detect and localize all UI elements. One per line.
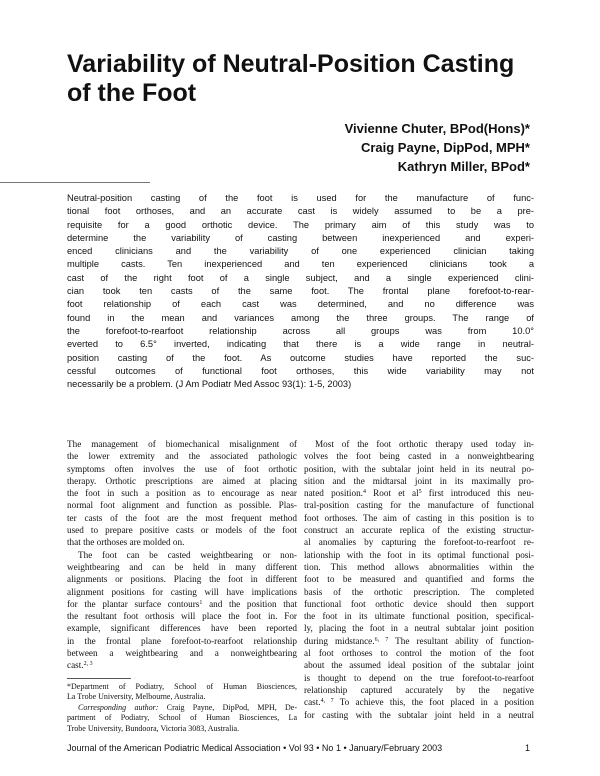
abstract-line: requisite for a good orthotic device. The primary aim of this study was to bbox=[67, 219, 534, 230]
author: Craig Payne, DipPod, MPH* bbox=[360, 140, 530, 155]
footnote-text: Craig Payne, DipPod, MPH, De- bbox=[158, 702, 298, 712]
body-column-right bbox=[304, 438, 534, 721]
footnote-line bbox=[67, 703, 297, 714]
body-line: about the assumed ideal position of the subtalar joint bbox=[304, 660, 534, 671]
body-text: To achieve this, the foot placed in a position bbox=[333, 697, 535, 708]
body-line: sition and the midtarsal joint in its maximally pro- bbox=[304, 475, 534, 486]
body-line: the foot in its ultimate functional position, specifical- bbox=[304, 611, 534, 622]
body-line: therapy. Orthotic prescriptions are aimed at placing bbox=[67, 475, 297, 486]
body-line: tion. This method allows abnormalities within the bbox=[304, 561, 534, 572]
body-line bbox=[67, 659, 297, 671]
body-text: for the plantar surface contours bbox=[67, 598, 200, 609]
author: Vivienne Chuter, BPod(Hons)* bbox=[344, 121, 530, 136]
body-line: that the orthoses are molded on. bbox=[67, 537, 185, 548]
abstract-line: enced clinicians and the variability of one experienced clinician taking bbox=[67, 246, 534, 257]
body-line: alignment positions for casting will have implications bbox=[67, 586, 297, 597]
citation: 5 bbox=[418, 489, 422, 496]
title-line: Variability of Neutral-Position Casting bbox=[67, 50, 515, 78]
footnote bbox=[67, 682, 297, 735]
footnote-line: *Department of Podiatry, School of Human Biosciences, bbox=[67, 681, 297, 691]
body-line: volves the foot being casted in a nonweightbearing bbox=[304, 451, 534, 462]
body-line: The management of biomechanical misalignment of bbox=[67, 439, 297, 449]
abstract-line: cian took ten casts of the same foot. The frontal plane forefoot-to-rear- bbox=[67, 286, 534, 297]
abstract-line: position casting of the foot. As outcome studies have reported the suc- bbox=[67, 352, 534, 363]
body-line: al anomalies by capturing the forefoot-to-rearfoot re- bbox=[304, 537, 534, 548]
article-title bbox=[67, 50, 537, 108]
abstract-line: multiple casts. Ten inexperienced and ten experienced clinicians took a bbox=[67, 259, 534, 270]
abstract-line: cessful outcomes of functional foot orthoses, this wide variability may not bbox=[67, 365, 534, 376]
body-line: functional foot orthotic device should then support bbox=[304, 598, 534, 609]
title-line: of the Foot bbox=[67, 79, 197, 107]
citation: 6, 7 bbox=[374, 636, 389, 643]
abstract-line: everted to 6.5° inverted, indicating that there is a wide range in neutral- bbox=[67, 339, 534, 350]
body-text: cast. bbox=[67, 660, 84, 671]
abstract-line: tional foot orthoses, and an accurate cast is widely assumed to be a pre- bbox=[67, 206, 534, 217]
footnote-label: Corresponding author: bbox=[78, 702, 159, 712]
body-line: normal foot alignment and function as possible. Plas- bbox=[67, 500, 297, 511]
body-line: symptoms often involves the use of foot orthotic bbox=[67, 463, 297, 474]
body-text: Root et al bbox=[365, 488, 419, 499]
citation: 4, 7 bbox=[320, 698, 334, 705]
journal-citation: Journal of the American Podiatric Medical Association • Vol 93 • No 1 • January/February 2003 bbox=[67, 743, 443, 753]
abstract-line: foot relationship of each cast was determined, and no difference was bbox=[67, 299, 534, 310]
body-line: the resultant foot orthosis will place the foot in. For bbox=[67, 611, 297, 622]
body-line: The foot can be casted weightbearing or non- bbox=[78, 549, 297, 560]
body-line: position, with the subtalar joint held in its neutral po- bbox=[304, 463, 534, 474]
body-line: tral-position casting for the manufacture of functional bbox=[304, 500, 534, 511]
body-column-left bbox=[67, 438, 297, 734]
body-text: during midstance. bbox=[304, 635, 375, 646]
body-line: for casting with the subtalar joint held in a neutral bbox=[304, 709, 534, 720]
body-line: alignments or positions. Placing the foot in different bbox=[67, 574, 297, 585]
body-line: foot orthoses. The aim of casting in this position is to bbox=[304, 512, 534, 523]
abstract-line: the forefoot-to-rearfoot relationship across all groups was from 10.0° bbox=[67, 325, 534, 336]
footnote-line: Trobe University, Bundoora, Victoria 3083, Australia. bbox=[67, 723, 240, 733]
body-line: is thought to depend on the true forefoot-to-rearfoot bbox=[304, 672, 534, 683]
citation: 1 bbox=[199, 599, 203, 606]
citation: 4 bbox=[362, 489, 366, 496]
abstract-line: determine the variability of casting between inexperienced and experi- bbox=[67, 232, 534, 243]
body-text: first introduced this neu- bbox=[421, 488, 534, 499]
body-line bbox=[304, 487, 534, 499]
page-number: 1 bbox=[524, 743, 530, 753]
body-line bbox=[304, 635, 534, 647]
body-line: construct an accurate replica of the existing structur- bbox=[304, 525, 534, 536]
body-text: cast. bbox=[304, 697, 321, 708]
footnote-line: La Trobe University, Melbourne, Australia. bbox=[67, 692, 206, 702]
body-line: used to prepare positive casts or models of the foot bbox=[67, 525, 297, 536]
author-list bbox=[345, 119, 530, 176]
body-line bbox=[304, 696, 534, 708]
body-text: and the position that bbox=[202, 598, 298, 609]
body-line: ter casts of the foot are the most frequent method bbox=[67, 512, 297, 523]
body-line: al foot orthoses to control the motion of the foot bbox=[304, 648, 534, 659]
body-text: The resultant ability of function- bbox=[388, 635, 534, 646]
abstract-line: found in the mean and variances among the three groups. The range of bbox=[67, 312, 534, 323]
footnote-line: partment of Podiatry, School of Human Biosciences, La bbox=[67, 713, 297, 723]
abstract-line: cast of the right foot of a single subject, and a single experienced clini- bbox=[67, 272, 534, 283]
body-line: example, significant differences have been reported bbox=[67, 623, 297, 634]
body-line: weightbearing and can be held in many different bbox=[67, 561, 297, 572]
abstract-line: necessarily be a problem. (J Am Podiatr Med Assoc 93(1): 1-5, 2003) bbox=[67, 379, 352, 390]
body-line: lationship with the foot in its optimal functional posi- bbox=[304, 549, 534, 560]
body-line: the foot in such a position as to encourage as near bbox=[67, 488, 297, 499]
citation: 2, 3 bbox=[83, 661, 93, 668]
body-line: ly, placing the foot in a neutral subtalar joint position bbox=[304, 623, 534, 634]
abstract-line: Neutral-position casting of the foot is used for the manufacture of func- bbox=[67, 193, 534, 203]
abstract bbox=[67, 192, 534, 391]
body-line: in the frontal plane forefoot-to-rearfoot relationship bbox=[67, 635, 297, 646]
body-line: relationship captured accurately by the negative bbox=[304, 684, 534, 695]
body-text: nated position. bbox=[304, 488, 363, 499]
body-line: basis of the orthotic prescription. The completed bbox=[304, 586, 534, 597]
body-line: foot to be measured and quantified and forms the bbox=[304, 574, 534, 585]
body-line: the lower extremity and the associated pathologic bbox=[67, 451, 297, 462]
body-line bbox=[67, 598, 297, 610]
section-divider bbox=[0, 182, 150, 183]
author: Kathryn Miller, BPod* bbox=[397, 159, 530, 174]
footnote-divider bbox=[67, 678, 131, 679]
body-line: Most of the foot orthotic therapy used today in- bbox=[315, 439, 534, 449]
body-line: between a weightbearing and a nonweightbearing bbox=[67, 648, 297, 659]
